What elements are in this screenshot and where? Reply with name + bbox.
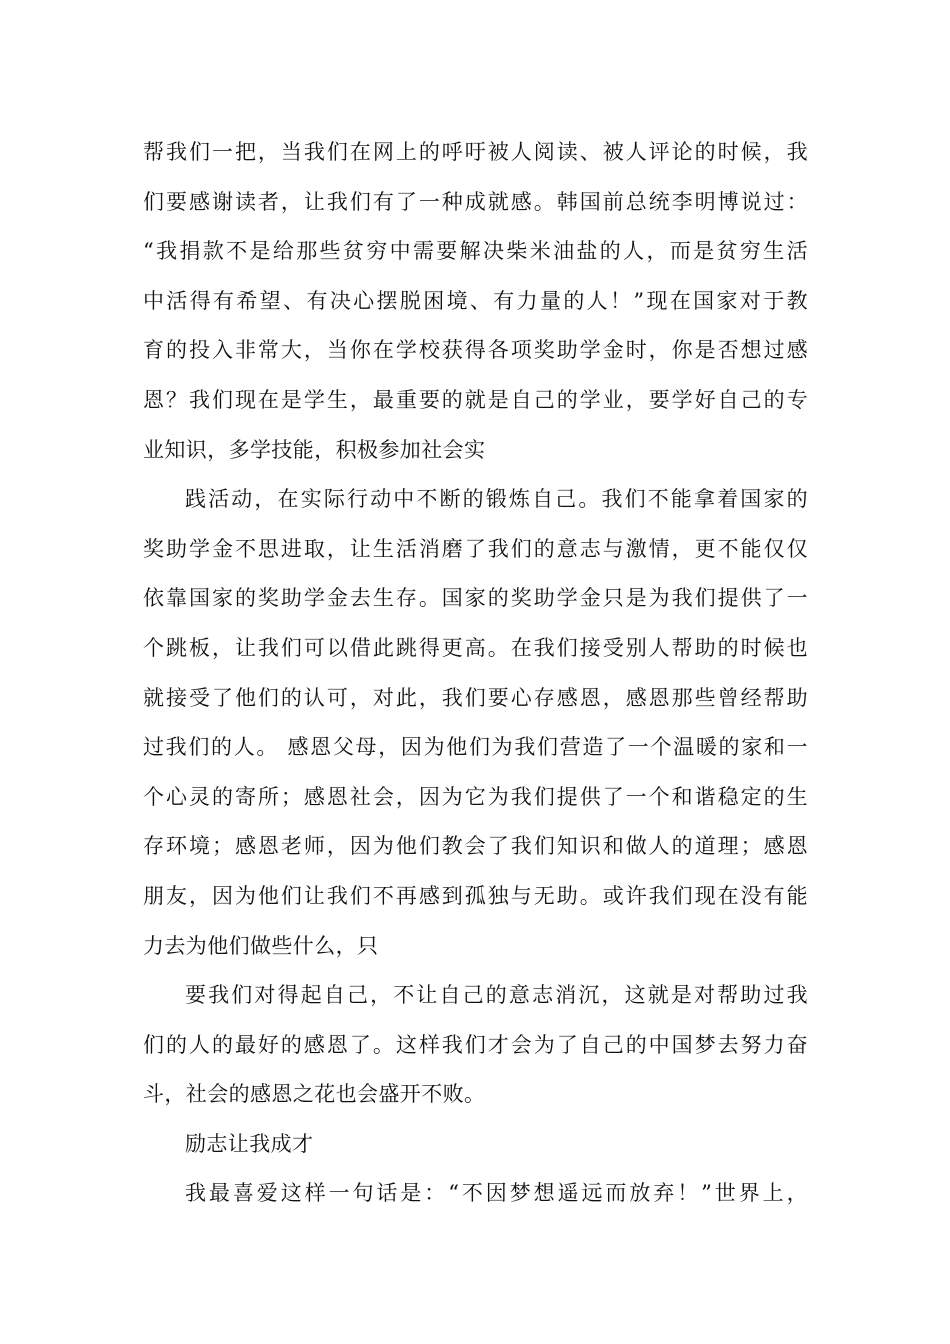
text-line: 育的投入非常大，当你在学校获得各项奖助学金时，你是否想过感 (143, 338, 808, 363)
text-line: 我最喜爱这样一句话是：“不因梦想遥远而放弃！”世界上， (185, 1181, 808, 1206)
text-line: 帮我们一把，当我们在网上的呼吁被人阅读、被人评论的时候，我 (143, 140, 808, 164)
text-line: 践活动，在实际行动中不断的锻炼自己。我们不能拿着国家的 (185, 487, 808, 512)
text-line: “我捐款不是给那些贫穷中需要解决柴米油盐的人，而是贫穷生活 (143, 239, 808, 264)
paragraph-1 (143, 128, 808, 475)
text-line: 依靠国家的奖助学金去生存。国家的奖助学金只是为我们提供了一 (143, 586, 808, 611)
text-line: 朋友，因为他们让我们不再感到孤独与无助。或许我们现在没有能 (143, 883, 808, 908)
text-line: 过我们的人。 感恩父母，因为他们为我们营造了一个温暖的家和一 (143, 735, 808, 760)
paragraph-3 (143, 971, 808, 1120)
text-line: 存环境；感恩老师，因为他们教会了我们知识和做人的道理；感恩 (143, 834, 808, 859)
text-line: 斗，社会的感恩之花也会盛开不败。 (143, 1082, 486, 1107)
document-body (143, 128, 808, 1219)
text-line: 力去为他们做些什么，只 (143, 933, 379, 958)
paragraph-2 (143, 475, 808, 971)
text-line: 们要感谢读者，让我们有了一种成就感。韩国前总统李明博说过： (143, 189, 808, 214)
text-line: 奖助学金不思进取，让生活消磨了我们的意志与激情，更不能仅仅 (143, 536, 808, 561)
text-line: 业知识，多学技能，积极参加社会实 (143, 437, 486, 462)
paragraph-5 (143, 1169, 808, 1219)
text-line: 个跳板，让我们可以借此跳得更高。在我们接受别人帮助的时候也 (143, 635, 808, 660)
section-heading (143, 1120, 808, 1170)
heading-line: 励志让我成才 (185, 1131, 314, 1156)
text-line: 恩？我们现在是学生，最重要的就是自己的学业，要学好自己的专 (143, 387, 808, 412)
text-line: 要我们对得起自己，不让自己的意志消沉，这就是对帮助过我 (185, 983, 808, 1008)
text-line: 就接受了他们的认可，对此，我们要心存感恩，感恩那些曾经帮助 (143, 685, 808, 710)
text-line: 们的人的最好的感恩了。这样我们才会为了自己的中国梦去努力奋 (143, 1032, 808, 1057)
text-line: 中活得有希望、有决心摆脱困境、有力量的人！”现在国家对于教 (143, 288, 808, 313)
text-line: 个心灵的寄所；感恩社会，因为它为我们提供了一个和谐稳定的生 (143, 784, 808, 809)
